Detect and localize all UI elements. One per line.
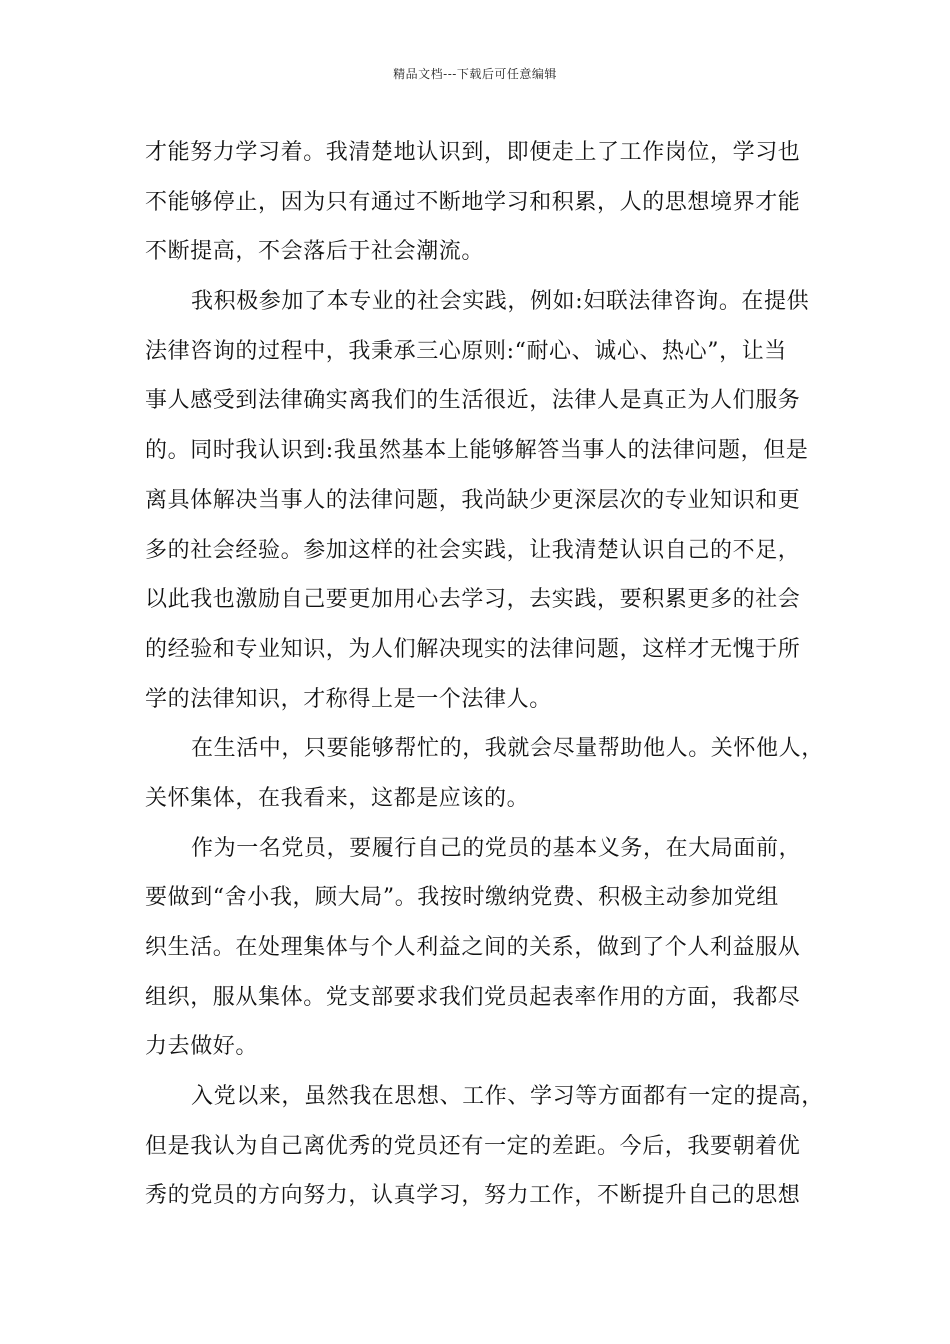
text-line: 但是我认为自己离优秀的党员还有一定的差距。今后，我要朝着优 (145, 1133, 801, 1159)
paragraph-start-line: 入党以来，虽然我在思想、工作、学习等方面都有一定的提高， (191, 1084, 824, 1110)
text-line: 要做到“舍小我，顾大局”。我按时缴纳党费、积极主动参加党组 (145, 885, 779, 911)
text-line: 多的社会经验。参加这样的社会实践，让我清楚认识自己的不足， (145, 537, 801, 563)
document-body (145, 128, 824, 1221)
page-header: 精品文档---下载后可任意编辑 (393, 67, 557, 81)
text-line: 以此我也激励自己要更加用心去学习，去实践，要积累更多的社会 (145, 587, 801, 613)
text-line: 才能努力学习着。我清楚地认识到，即便走上了工作岗位，学习也 (145, 140, 801, 165)
paragraph-start-line: 在生活中，只要能够帮忙的，我就会尽量帮助他人。关怀他人， (191, 736, 824, 762)
text-line: 的。同时我认识到:我虽然基本上能够解答当事人的法律问题，但是 (145, 438, 809, 464)
text-line: 力去做好。 (145, 1034, 259, 1060)
text-line: 关怀集体，在我看来，这都是应该的。 (145, 785, 530, 811)
text-line: 的经验和专业知识，为人们解决现实的法律问题，这样才无愧于所 (145, 636, 801, 662)
text-line: 织生活。在处理集体与个人利益之间的关系，做到了个人利益服从 (145, 935, 801, 960)
text-line: 学的法律知识，才称得上是一个法律人。 (145, 686, 552, 712)
text-line: 法律咨询的过程中，我秉承三心原则:“耐心、诚心、热心”，让当 (145, 338, 787, 364)
text-line: 事人感受到法律确实离我们的生活很近，法律人是真正为人们服务 (145, 388, 801, 414)
text-line: 秀的党员的方向努力，认真学习，努力工作，不断提升自己的思想 (145, 1183, 801, 1209)
paragraph-start-line: 我积极参加了本专业的社会实践，例如:妇联法律咨询。在提供 (191, 289, 810, 315)
text-line: 组织，服从集体。党支部要求我们党员起表率作用的方面，我都尽 (145, 984, 801, 1010)
text-line: 不能够停止，因为只有通过不断地学习和积累，人的思想境界才能 (145, 189, 801, 215)
text-line: 离具体解决当事人的法律问题，我尚缺少更深层次的专业知识和更 (145, 487, 801, 513)
paragraph-start-line: 作为一名党员，要履行自己的党员的基本义务，在大局面前， (191, 835, 802, 861)
text-line: 不断提高，不会落后于社会潮流。 (145, 239, 485, 265)
